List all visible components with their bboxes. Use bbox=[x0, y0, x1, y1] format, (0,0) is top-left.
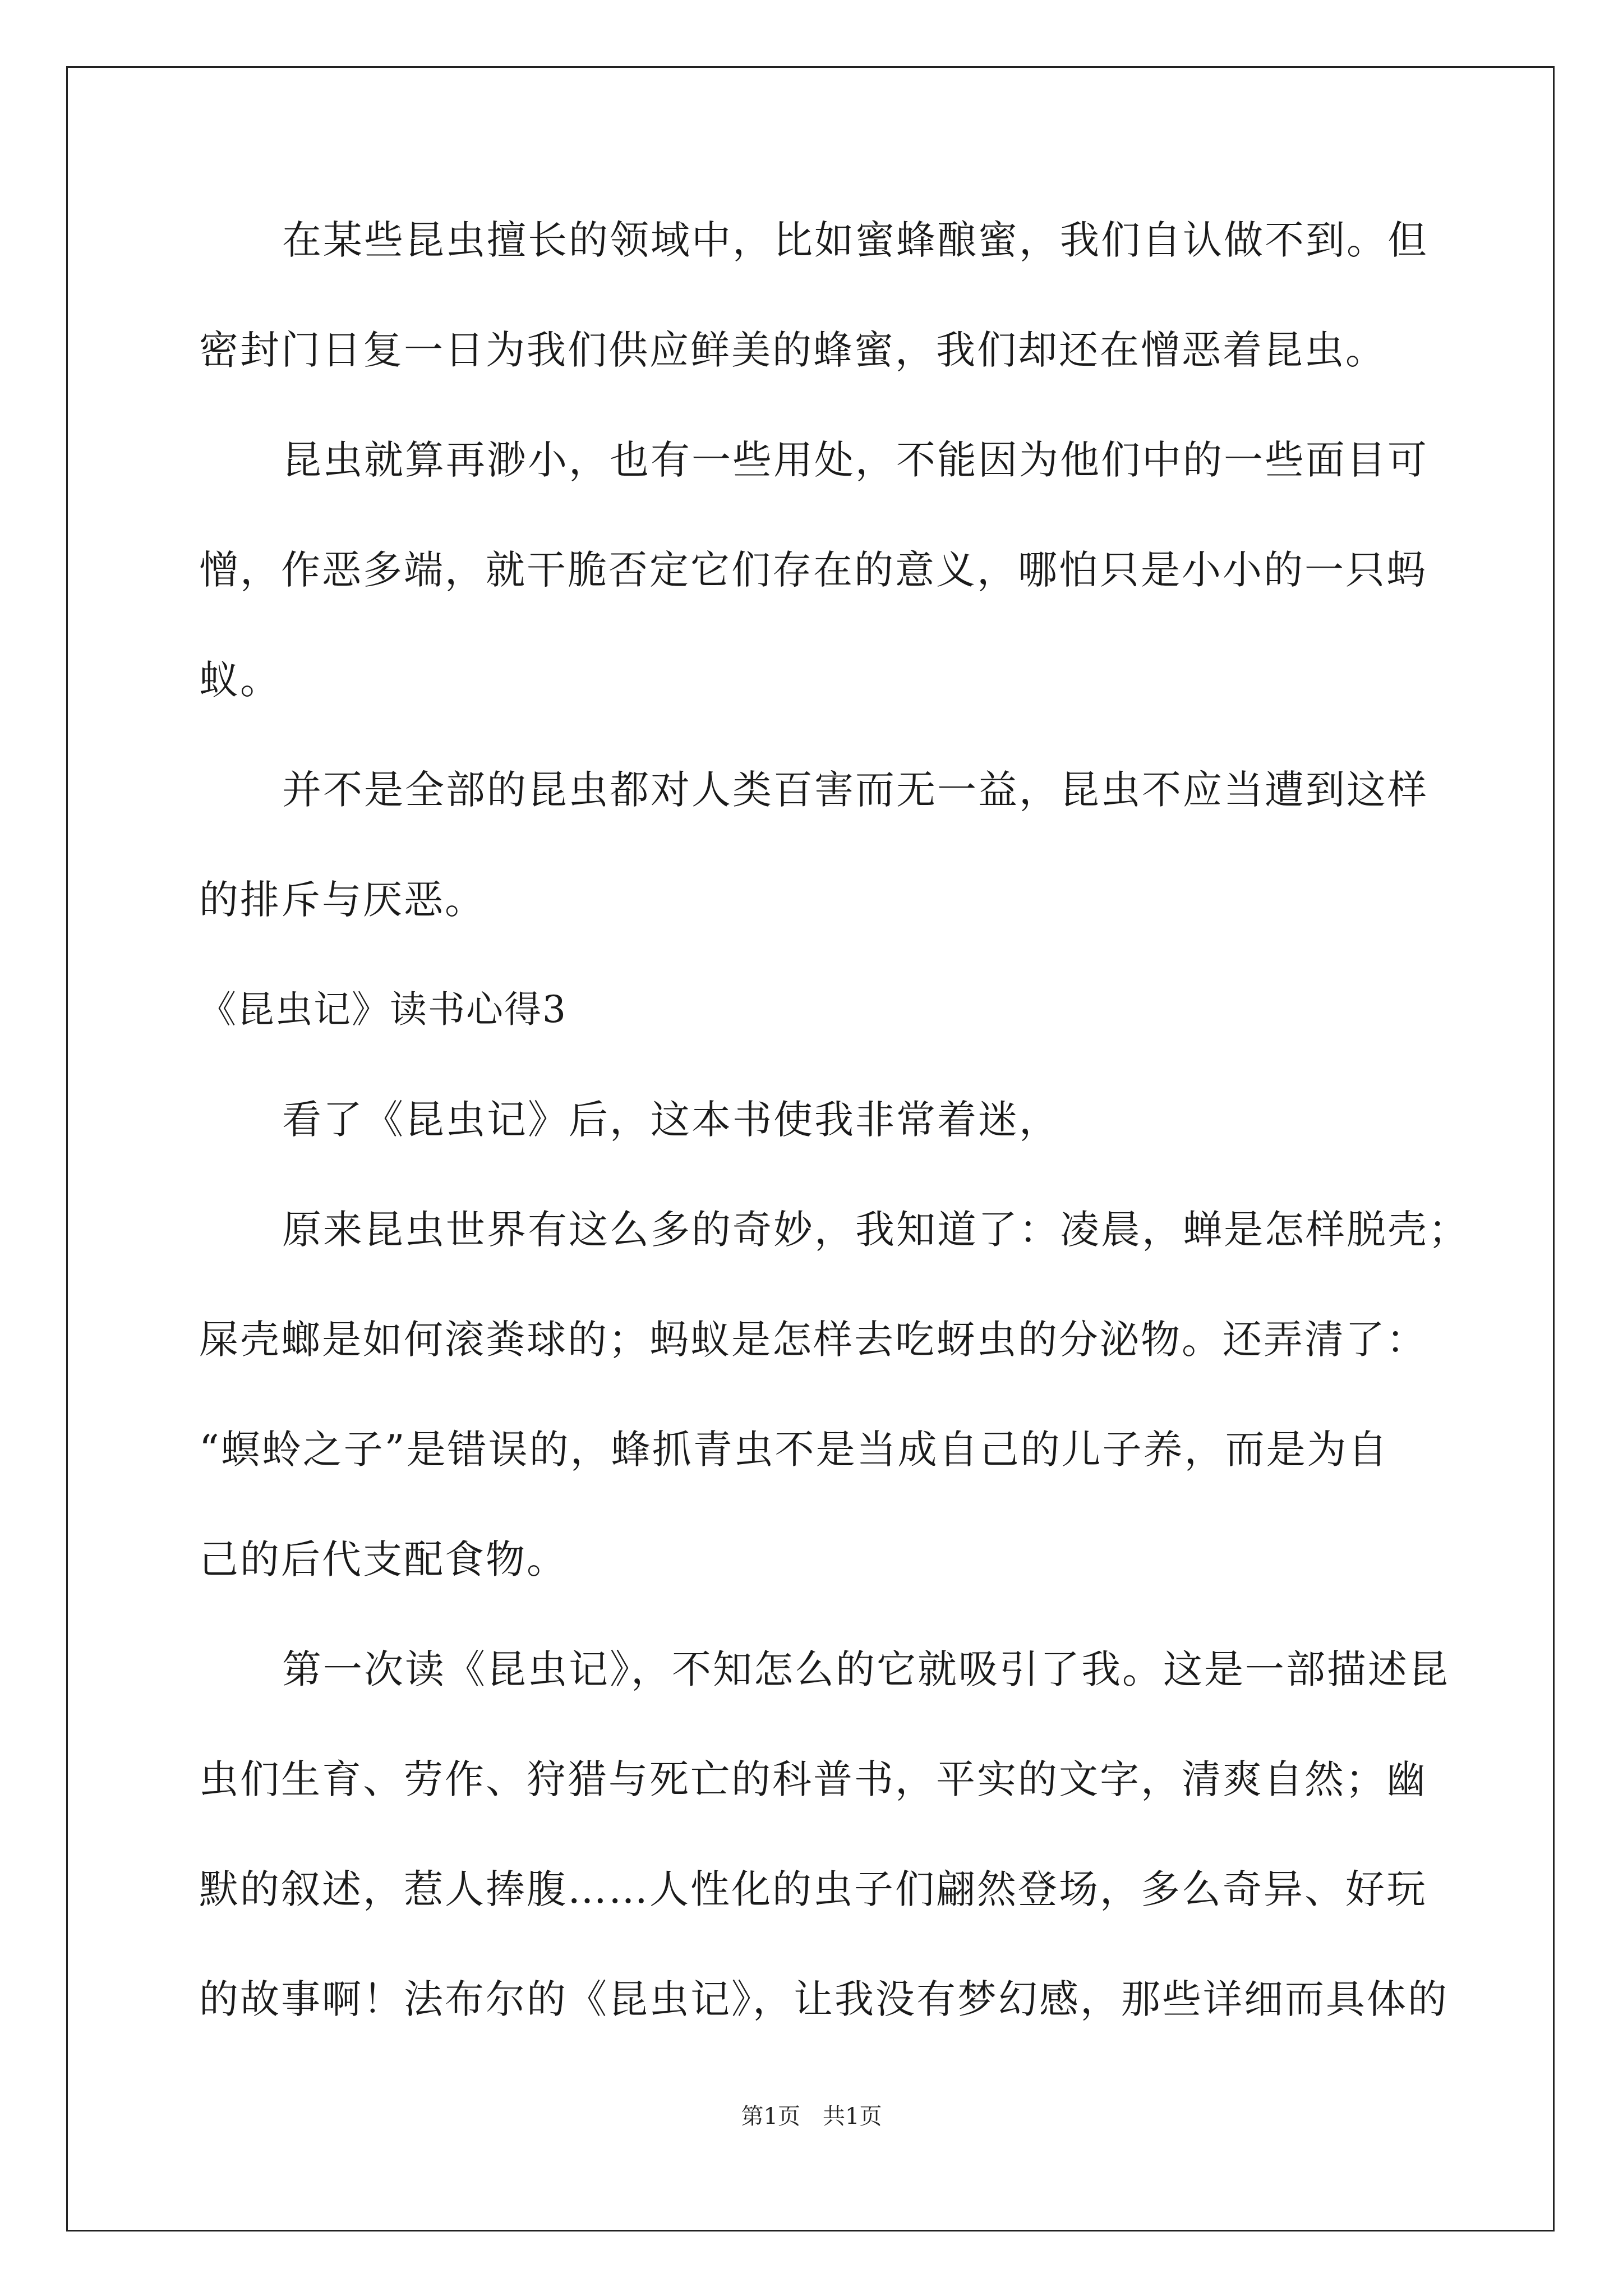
section-heading: 《昆虫记》读书心得3 bbox=[199, 988, 567, 1031]
paragraph-6-line-3: 默的叙述，惹人捧腹……人性化的虫子们翩然登场，多么奇异、好玩 bbox=[199, 1866, 1427, 1912]
paragraph-5-line-4: 己的后代支配食物。 bbox=[199, 1536, 568, 1582]
paragraph-1-line-1: 在某些昆虫擅长的领域中，比如蜜蜂酿蜜，我们自认做不到。但 bbox=[282, 217, 1428, 263]
paragraph-6-line-1: 第一次读《昆虫记》，不知怎么的它就吸引了我。这是一部描述昆 bbox=[282, 1646, 1450, 1692]
paragraph-5-line-1: 原来昆虫世界有这么多的奇妙，我知道了：凌晨，蝉是怎样脱壳； bbox=[282, 1207, 1469, 1253]
paragraph-2-line-3: 蚁。 bbox=[199, 657, 281, 703]
paragraph-3-line-1: 并不是全部的昆虫都对人类百害而无一益，昆虫不应当遭到这样 bbox=[282, 767, 1428, 813]
paragraph-4-line-1: 看了《昆虫记》后，这本书使我非常着迷， bbox=[282, 1097, 1060, 1143]
paragraph-6-line-2: 虫们生育、劳作、狩猎与死亡的科普书，平实的文字，清爽自然；幽 bbox=[199, 1756, 1427, 1802]
paragraph-5-line-3: “螟蛉之子”是错误的，蜂抓青虫不是当成自己的儿子养，而是为自 bbox=[199, 1427, 1389, 1473]
page-footer: 第1页 共1页 bbox=[741, 2104, 882, 2129]
paragraph-5-line-2: 屎壳螂是如何滚粪球的；蚂蚁是怎样去吃蚜虫的分泌物。还弄清了： bbox=[199, 1317, 1427, 1363]
paragraph-2-line-2: 憎，作恶多端，就干脆否定它们存在的意义，哪怕只是小小的一只蚂 bbox=[199, 547, 1427, 593]
paragraph-3-line-2: 的排斥与厌恶。 bbox=[199, 877, 486, 923]
document-body bbox=[199, 213, 1469, 2026]
paragraph-1-line-2: 密封门日复一日为我们供应鲜美的蜂蜜，我们却还在憎恶着昆虫。 bbox=[199, 327, 1386, 373]
paragraph-6-line-4: 的故事啊！法布尔的《昆虫记》，让我没有梦幻感，那些详细而具体的 bbox=[199, 1976, 1449, 2022]
paragraph-2-line-1: 昆虫就算再渺小，也有一些用处，不能因为他们中的一些面目可 bbox=[282, 437, 1428, 483]
